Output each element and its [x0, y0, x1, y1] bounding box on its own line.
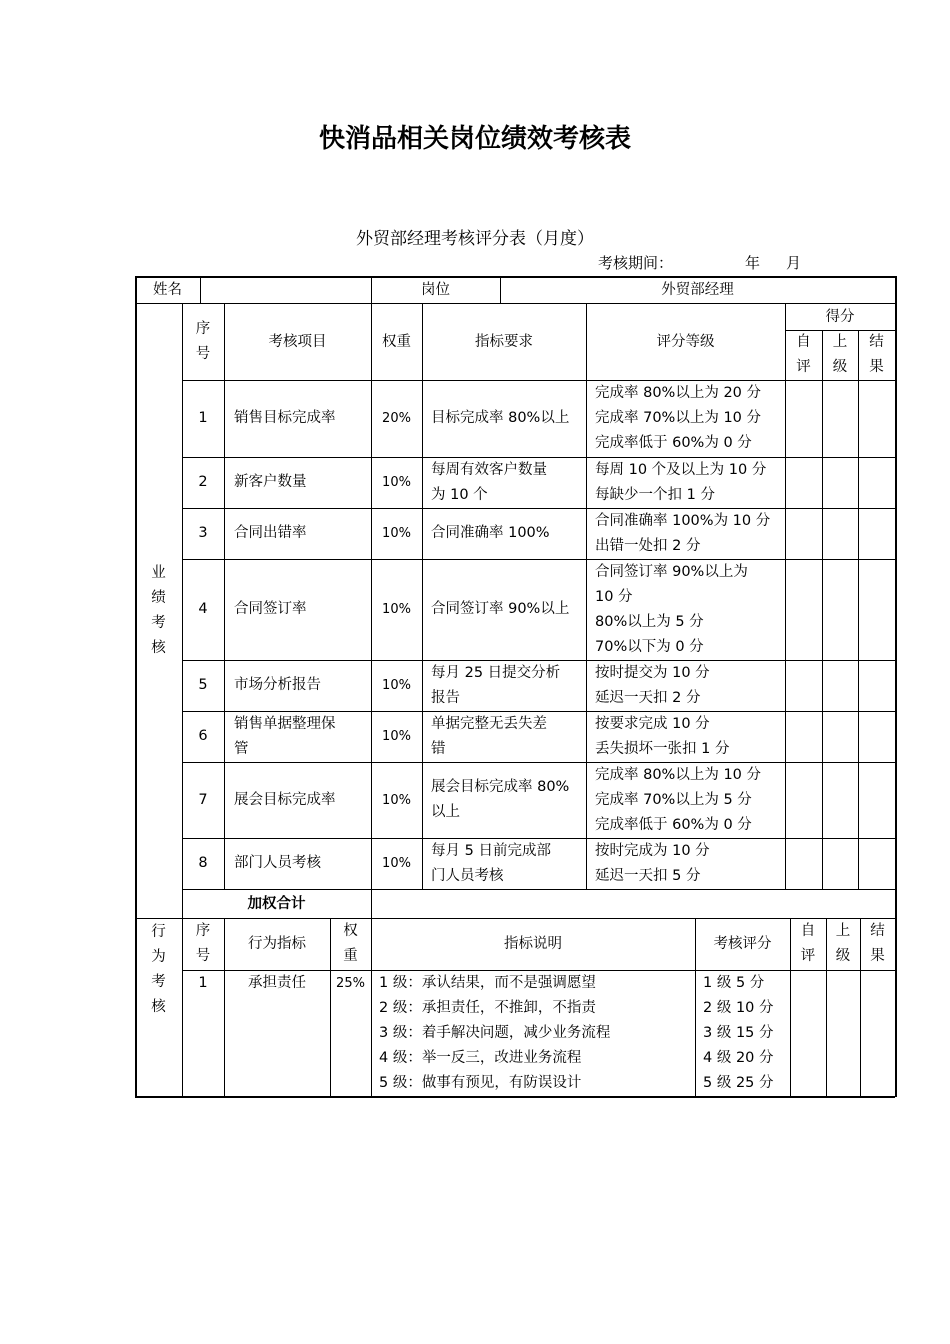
- name-label: 姓名: [153, 281, 182, 298]
- grid-line: [182, 380, 895, 381]
- grid-line: [422, 303, 423, 889]
- col-grading-header: 评分等级: [656, 333, 715, 350]
- grid-line: [135, 918, 895, 919]
- behavior-row-description: 1 级：承认结果，而不是强调愿望 2 级：承担责任，不推卸，不指责 3 级：着手解决问题，减少业务流程 4 级：举一反三，改进业务流程 5 级：做事有预见，有防误设计: [379, 975, 611, 1091]
- grid-line: [135, 303, 895, 304]
- period-label: 考核期间：: [598, 254, 674, 272]
- row-item: 销售单据整理保 管: [234, 715, 336, 757]
- col-seq-header: 序 号: [195, 321, 211, 362]
- behavior-col-weight-header: 权 重: [343, 923, 358, 964]
- grid-line: [858, 330, 859, 889]
- behavior-col-result-header: 结 果: [870, 923, 885, 964]
- row-seq: 3: [198, 525, 208, 541]
- grid-line: [200, 276, 201, 303]
- grid-line: [135, 1096, 895, 1098]
- behavior-col-superior-header: 上 级: [835, 923, 851, 964]
- row-seq: 1: [198, 410, 208, 426]
- behavior-col-seq-header: 序 号: [195, 923, 211, 964]
- row-weight: 10%: [382, 729, 411, 744]
- behavior-col-indicator-header: 行为指标: [248, 935, 306, 952]
- form-subtitle: 外贸部经理考核评分表（月度）: [356, 229, 594, 249]
- row-requirement: 合同准确率 100%: [431, 525, 550, 541]
- row-seq: 6: [198, 728, 208, 744]
- row-requirement: 单据完整无丢失差 错: [431, 715, 547, 757]
- row-seq: 5: [198, 677, 208, 693]
- period-year: 年: [745, 254, 761, 272]
- row-weight: 10%: [382, 792, 411, 808]
- col-result-header: 结 果: [869, 334, 884, 375]
- col-weight-header: 权重: [382, 333, 411, 350]
- grid-line: [182, 508, 895, 509]
- assessment-period: [598, 252, 801, 273]
- row-requirement: 展会目标完成率 80% 以上: [431, 779, 570, 820]
- row-requirement: 每月 5 日前完成部 门人员考核: [431, 842, 551, 884]
- grid-line: [785, 303, 786, 889]
- row-weight: 10%: [382, 678, 411, 693]
- row-grading: 每周 10 个及以上为 10 分 每缺少一个扣 1 分: [595, 461, 767, 503]
- row-item: 部门人员考核: [234, 855, 321, 871]
- period-month: 月: [786, 254, 802, 272]
- row-item: 展会目标完成率: [234, 791, 336, 808]
- performance-section-label: 业 绩 考 核: [151, 565, 166, 656]
- behavior-section-label: 行 为 考 核: [151, 924, 166, 1015]
- grid-line: [586, 303, 587, 889]
- row-grading: 按要求完成 10 分 丢失损坏一张扣 1 分: [595, 715, 730, 757]
- col-item-header: 考核项目: [268, 333, 327, 350]
- row-requirement: 每周有效客户数量 为 10 个: [431, 461, 547, 503]
- behavior-col-rating-header: 考核评分: [713, 935, 772, 952]
- row-weight: 10%: [382, 856, 411, 871]
- behavior-row-weight: 25%: [336, 976, 365, 991]
- row-seq: 4: [198, 601, 208, 617]
- row-item: 合同出错率: [234, 525, 307, 541]
- row-requirement: 合同签订率 90%以上: [431, 601, 570, 617]
- col-score-header: 得分: [825, 308, 855, 325]
- row-seq: 8: [198, 855, 208, 871]
- row-grading: 完成率 80%以上为 20 分 完成率 70%以上为 10 分 完成率低于 60%为 0 分: [595, 385, 762, 451]
- row-requirement: 目标完成率 80%以上: [431, 410, 570, 426]
- col-self-header: 自 评: [796, 334, 811, 375]
- row-item: 销售目标完成率: [234, 410, 336, 426]
- grid-line: [182, 889, 895, 890]
- row-item: 市场分析报告: [234, 677, 321, 693]
- row-seq: 2: [198, 474, 208, 490]
- row-seq: 7: [198, 791, 208, 808]
- position-label: 岗位: [421, 281, 450, 298]
- row-weight: 10%: [382, 602, 411, 617]
- grid-line: [224, 303, 225, 889]
- row-item: 新客户数量: [234, 474, 307, 490]
- weighted-total-label: 加权合计: [247, 895, 306, 912]
- col-superior-header: 上 级: [832, 334, 848, 375]
- grid-line: [182, 559, 895, 560]
- row-grading: 合同准确率 100%为 10 分 出错一处扣 2 分: [595, 512, 771, 554]
- behavior-col-self-header: 自 评: [800, 923, 816, 964]
- row-grading: 按时提交为 10 分 延迟一天扣 2 分: [595, 664, 710, 706]
- grid-line: [822, 330, 823, 889]
- behavior-col-description-header: 指标说明: [504, 935, 562, 952]
- behavior-row-seq: 1: [198, 975, 208, 991]
- document-title: 快消品相关岗位绩效考核表: [318, 124, 631, 154]
- grid-line: [182, 762, 895, 763]
- col-requirement-header: 指标要求: [475, 333, 533, 350]
- behavior-row-indicator: 承担责任: [248, 975, 306, 991]
- row-weight: 10%: [382, 475, 411, 490]
- position-value: 外贸部经理: [661, 281, 734, 298]
- row-item: 合同签订率: [234, 601, 307, 617]
- grid-line: [895, 276, 897, 1097]
- row-grading: 合同签订率 90%以上为 10 分 80%以上为 5 分 70%以下为 0 分: [595, 563, 748, 655]
- row-grading: 按时完成为 10 分 延迟一天扣 5 分: [595, 842, 710, 884]
- row-requirement: 每月 25 日提交分析 报告: [431, 664, 561, 706]
- behavior-row-rating: 1 级 5 分 2 级 10 分 3 级 15 分 4 级 20 分 5 级 25 分: [703, 975, 774, 1091]
- row-weight: 10%: [382, 526, 411, 541]
- row-weight: 20%: [382, 411, 411, 426]
- row-grading: 完成率 80%以上为 10 分 完成率 70%以上为 5 分 完成率低于 60%为 0 分: [595, 766, 762, 833]
